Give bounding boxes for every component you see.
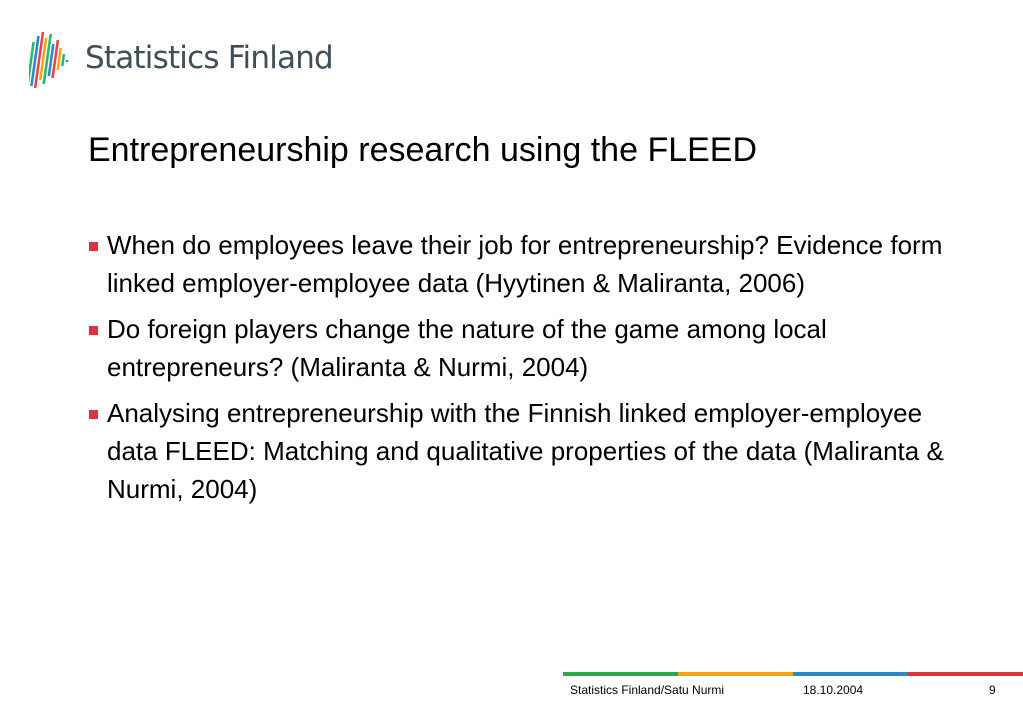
bullet-text: When do employees leave their job for entrepreneurship? Evidence form linked employer-employee data (Hyytinen & Maliranta, 2006) xyxy=(107,230,943,298)
bullet-item xyxy=(87,226,967,302)
bullet-item xyxy=(87,394,967,508)
footer-color-bar xyxy=(563,672,1023,676)
logo-stripe xyxy=(66,60,69,62)
statistics-finland-logo xyxy=(29,30,359,90)
bullet-list xyxy=(87,226,967,516)
logo-stripe xyxy=(61,54,65,66)
bullet-square-icon xyxy=(89,242,98,251)
bullet-square-icon xyxy=(89,410,98,419)
footer-bar-segment xyxy=(908,672,1023,676)
bullet-text: Analysing entrepreneurship with the Finnish linked employer-employee data FLEED: Matching and qualitative properties of the data (Maliranta & Nurmi, 2004) xyxy=(107,398,944,504)
footer-organization: Statistics Finland/Satu Nurmi xyxy=(570,683,725,697)
footer-date: 18.10.2004 xyxy=(803,683,864,697)
bullet-item xyxy=(87,310,967,386)
footer-page-number: 9 xyxy=(989,683,996,697)
footer-bar-segment xyxy=(793,672,908,676)
logo-stripes-icon xyxy=(29,30,75,90)
bullet-text: Do foreign players change the nature of the game among local entrepreneurs? (Maliranta & Nurmi, 2004) xyxy=(107,314,827,382)
logo-text: Statistics Finland xyxy=(85,40,333,76)
footer-bar-segment xyxy=(678,672,793,676)
bullet-square-icon xyxy=(89,326,98,335)
footer-bar-segment xyxy=(563,672,678,676)
slide-title: Entrepreneurship research using the FLEED xyxy=(88,131,758,169)
